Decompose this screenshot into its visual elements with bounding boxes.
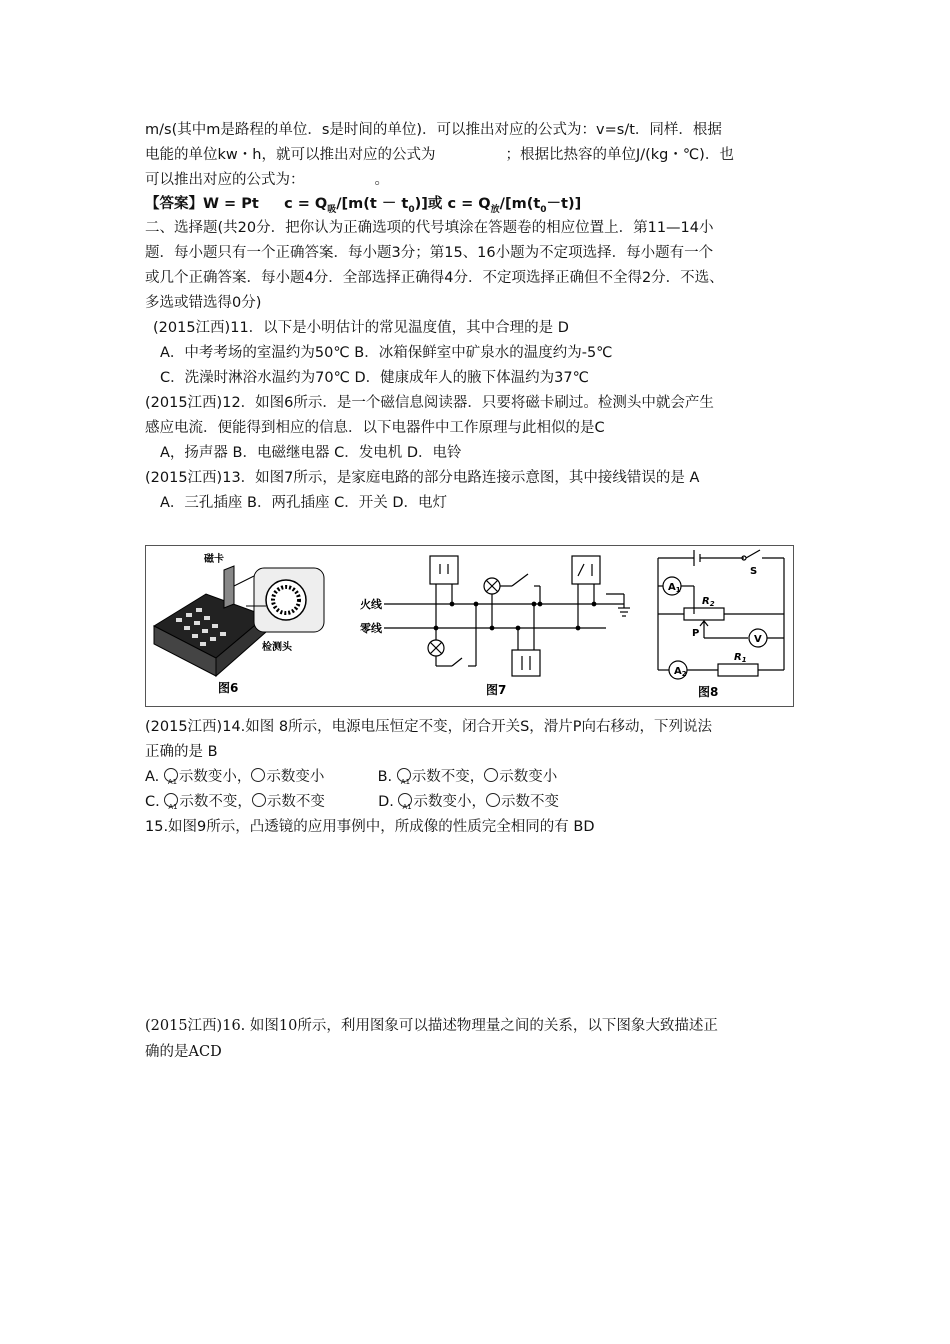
- question-14-line-2: 正确的是 B: [145, 744, 218, 760]
- question-16-line-2: 确的是ACD: [145, 1044, 222, 1060]
- text-line-2a: 电能的单位kw・h，就可以推出对应的公式为: [145, 147, 436, 163]
- fig8-voltmeter: V: [754, 634, 762, 645]
- question-11-options-ab: A．中考考场的室温约为50℃ B．冰箱保鲜室中矿泉水的温度约为-5℃: [160, 345, 613, 361]
- question-13-options: A．三孔插座 B．两孔插座 C．开关 D．电灯: [160, 495, 447, 511]
- section-2-intro-4: 多选或错选得0分): [145, 295, 262, 311]
- fig8-caption: 图8: [698, 685, 719, 699]
- text-line-1: m/s(其中m是路程的单位．s是时间的单位)．可以推出对应的公式为：v=s/t．同样．根据: [145, 122, 722, 138]
- question-14-line-1: (2015江西)14.如图 8所示，电源电压恒定不变，闭合开关S，滑片P向右移动，下列说法: [145, 719, 713, 735]
- fig8-r2-label: $R_2$: [702, 596, 715, 608]
- text-line-3: [145, 170, 389, 190]
- fig8-r1-label: $R_1$: [734, 652, 747, 664]
- section-2-intro-1: 二、选择题(共20分．把你认为正确选项的代号填涂在答题卷的相应位置上．第11—14小: [145, 220, 714, 236]
- figure-8-circuit: [658, 550, 784, 679]
- question-14-options-ab: A. A1 示数变小， 示数变小 B. A1 示数不变， 示数变小: [145, 769, 558, 786]
- text-line-3b: 。: [374, 172, 389, 188]
- ammeter-icon: A1: [397, 768, 411, 782]
- question-11-options-cd: C．洗澡时淋浴水温约为70℃ D．健康成年人的腋下体温约为37℃: [160, 370, 589, 386]
- answer-formula-w: W = Pt: [203, 196, 259, 212]
- section-2-intro-2: 题．每小题只有一个正确答案．每小题3分；第15、16小题为不定项选择．每小题有一个: [145, 245, 714, 261]
- figures-6-7-8: [145, 545, 794, 707]
- question-14-options-cd: C. A1 示数不变， 示数不变 D. A1 示数变小， 示数不变: [145, 794, 559, 811]
- fig6-caption: 图6: [218, 681, 239, 695]
- fig8-slider-label: P: [692, 628, 700, 639]
- text-line-2b: ；根据比热容的单位J/(kg・℃)．也: [505, 147, 734, 163]
- question-11: (2015江西)11．以下是小明估计的常见温度值，其中合理的是 D: [153, 320, 569, 336]
- figure-6-card-reader: [154, 552, 324, 695]
- answer-line: [145, 194, 581, 220]
- ammeter-icon: [252, 793, 266, 807]
- question-15: 15.如图9所示，凸透镜的应用事例中，所成像的性质完全相同的有 BD: [145, 819, 595, 835]
- fig6-head-label: 检测头: [262, 642, 292, 653]
- fig6-card-label: 磁卡: [204, 554, 224, 565]
- question-12-options: A，扬声器 B．电磁继电器 C．发电机 D．电铃: [160, 445, 462, 461]
- section-2-intro-3: 或几个正确答案．每小题4分．全部选择正确得4分．不定项选择正确但不全得2分．不选、: [145, 270, 724, 286]
- answer-label: 【答案】: [145, 196, 203, 212]
- ammeter-icon: A1: [164, 793, 178, 807]
- fig7-neutral-wire-label: 零线: [360, 622, 382, 635]
- ammeter-icon: [486, 793, 500, 807]
- option-c: C.: [145, 794, 160, 810]
- ammeter-icon: A1: [164, 768, 178, 782]
- text-line-3a: 可以推出对应的公式为：: [145, 172, 305, 188]
- option-b: B.: [377, 769, 393, 785]
- answer-formula-c1: $c = Q_吸/[m(t - t_0)]$或: [284, 196, 443, 215]
- option-a: A.: [145, 769, 160, 785]
- fig8-switch-label: S: [750, 566, 758, 577]
- question-16-line-1: (2015江西)16. 如图10所示，利用图象可以描述物理量之间的关系，以下图象大致描述正: [145, 1018, 718, 1034]
- answer-formula-c2: $c = Q_放/[m(t_0-t)]$: [447, 196, 582, 215]
- ammeter-icon: [251, 768, 265, 782]
- question-12-line-2: 感应电流．便能得到相应的信息．以下电器件中工作原理与此相似的是C: [145, 420, 605, 436]
- ammeter-icon: [484, 768, 498, 782]
- question-13: (2015江西)13．如图7所示，是家庭电路的部分电路连接示意图，其中接线错误的是 A: [145, 470, 700, 486]
- fig8-ammeter-a2: $A_2$: [674, 666, 687, 678]
- option-d: D.: [378, 794, 394, 810]
- fig7-caption: 图7: [486, 683, 507, 697]
- question-12-line-1: (2015江西)12．如图6所示．是一个磁信息阅读器．只要将磁卡刷过。检测头中就会产生: [145, 395, 714, 411]
- fig7-live-wire-label: 火线: [360, 598, 382, 611]
- ammeter-icon: A1: [398, 793, 412, 807]
- text-line-2: [145, 145, 734, 165]
- fig8-ammeter-a1: $A_1$: [668, 582, 681, 594]
- figure-7-household-circuit: [384, 556, 630, 676]
- figure-svg: [146, 546, 793, 706]
